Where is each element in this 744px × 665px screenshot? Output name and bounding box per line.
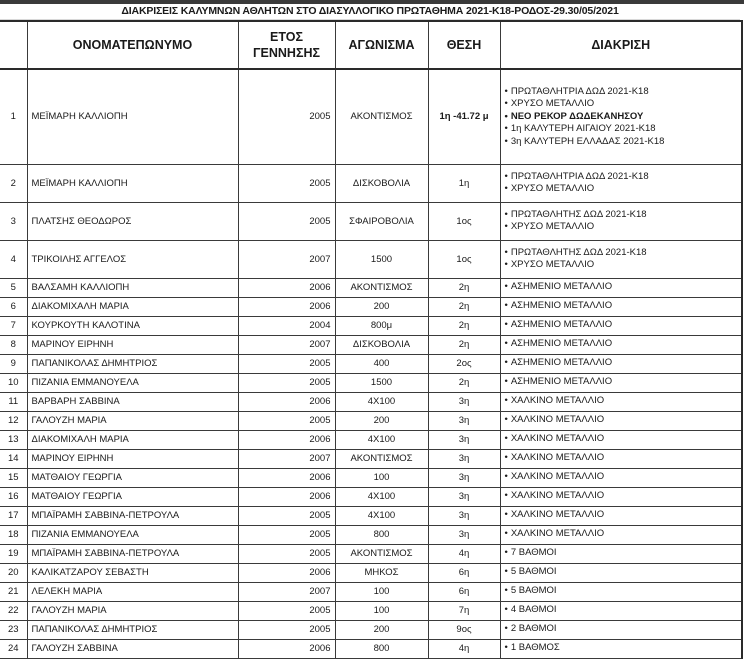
birth-year: 2005 (238, 202, 335, 240)
placement: 3η (428, 525, 500, 544)
row-index: 1 (0, 69, 27, 164)
placement: 1ος (428, 202, 500, 240)
table-row (0, 69, 742, 164)
award-text: ΧΑΛΚΙΝΟ ΜΕΤΑΛΛΙΟ (510, 490, 605, 502)
award-item (505, 319, 738, 332)
placement: 3η (428, 487, 500, 506)
birth-year: 2005 (238, 164, 335, 202)
table-row (0, 639, 742, 658)
bullet-icon: • (504, 471, 508, 483)
birth-year: 2006 (238, 468, 335, 487)
award-text: ΑΣΗΜΕΝΙΟ ΜΕΤΑΛΛΙΟ (510, 376, 613, 388)
award-text: ΠΡΩΤΑΘΛΗΤΗΣ ΔΩΔ 2021-Κ18 (510, 246, 647, 258)
birth-year: 2005 (238, 506, 335, 525)
award-item (505, 247, 738, 260)
award-text: ΠΡΩΤΑΘΛΗΤΗΣ ΔΩΔ 2021-Κ18 (510, 208, 647, 220)
document-title: ΔΙΑΚΡΙΣΕΙΣ ΚΑΛΥΜΝΩΝ ΑΘΛΗΤΩΝ ΣΤΟ ΔΙΑΣΥΛΛΟΓΙΚΟ ΠΡΩΤΑΘΗΜΑ 2021-Κ18-ΡΟΔΟΣ-29.30/05/2021 (0, 4, 740, 20)
award-cell (500, 240, 742, 278)
placement: 1ος (428, 240, 500, 278)
placement: 6η (428, 563, 500, 582)
header-event: ΑΓΩΝΙΣΜΑ (335, 21, 428, 69)
header-place: ΘΕΣΗ (428, 21, 500, 69)
birth-year: 2007 (238, 335, 335, 354)
event-name: 4Χ100 (335, 392, 428, 411)
award-text: ΠΡΩΤΑΘΛΗΤΡΙΑ ΔΩΔ 2021-Κ18 (510, 170, 649, 182)
bullet-icon: • (504, 98, 508, 109)
award-cell (500, 335, 742, 354)
header-award: ΔΙΑΚΡΙΣΗ (500, 21, 742, 69)
birth-year: 2006 (238, 278, 335, 297)
table-row (0, 449, 742, 468)
award-text: ΑΣΗΜΕΝΙΟ ΜΕΤΑΛΛΙΟ (510, 281, 613, 293)
bullet-icon: • (504, 547, 508, 559)
birth-year: 2005 (238, 411, 335, 430)
award-text: ΧΑΛΚΙΝΟ ΜΕΤΑΛΛΙΟ (510, 471, 605, 483)
birth-year: 2007 (238, 240, 335, 278)
award-cell (500, 278, 742, 297)
award-item (505, 86, 738, 99)
event-name: ΔΙΣΚΟΒΟΛΙΑ (335, 335, 428, 354)
row-index: 15 (0, 468, 27, 487)
event-name: 100 (335, 601, 428, 620)
birth-year: 2006 (238, 430, 335, 449)
birth-year: 2006 (238, 487, 335, 506)
header-birth-year-line2: ΓΕΝΝΗΣΗΣ (253, 46, 320, 60)
placement: 7η (428, 601, 500, 620)
award-text: ΑΣΗΜΕΝΙΟ ΜΕΤΑΛΛΙΟ (510, 338, 613, 350)
award-item (505, 623, 738, 636)
table-row (0, 563, 742, 582)
row-index: 12 (0, 411, 27, 430)
bullet-icon: • (504, 357, 508, 369)
award-item (505, 566, 738, 579)
award-item (505, 547, 738, 560)
placement: 6η (428, 582, 500, 601)
row-index: 17 (0, 506, 27, 525)
table-row (0, 525, 742, 544)
birth-year: 2007 (238, 449, 335, 468)
bullet-icon: • (504, 246, 508, 258)
award-cell (500, 411, 742, 430)
athlete-name: ΚΟΥΡΚΟΥΤΗ ΚΑΛΟΤΙΝΑ (27, 316, 238, 335)
placement: 2η (428, 316, 500, 335)
event-name: 4Χ100 (335, 487, 428, 506)
award-item (505, 300, 738, 313)
birth-year: 2004 (238, 316, 335, 335)
placement: 3η (428, 506, 500, 525)
bullet-icon: • (504, 585, 508, 597)
award-text: 1 ΒΑΘΜΟΣ (510, 642, 560, 654)
athlete-name: ΔΙΑΚΟΜΙΧΑΛΗ ΜΑΡΙΑ (27, 430, 238, 449)
bullet-icon: • (504, 85, 508, 97)
table-row (0, 468, 742, 487)
award-text: ΧΡΥΣΟ ΜΕΤΑΛΛΙΟ (510, 221, 595, 232)
table-row (0, 620, 742, 639)
award-item (505, 471, 738, 484)
event-name: ΑΚΟΝΤΙΣΜΟΣ (335, 69, 428, 164)
row-index: 3 (0, 202, 27, 240)
row-index: 10 (0, 373, 27, 392)
athlete-name: ΜΠΑΪΡΑΜΗ ΣΑΒΒΙΝΑ-ΠΕΤΡΟΥΛΑ (27, 506, 238, 525)
birth-year: 2007 (238, 582, 335, 601)
award-cell (500, 563, 742, 582)
athlete-name: ΠΛΑΤΣΗΣ ΘΕΟΔΩΡΟΣ (27, 202, 238, 240)
table-body (0, 69, 742, 658)
award-cell (500, 373, 742, 392)
event-name: 800 (335, 639, 428, 658)
event-name: 200 (335, 411, 428, 430)
row-index: 18 (0, 525, 27, 544)
award-item (505, 357, 738, 370)
table-row (0, 392, 742, 411)
award-text: 1η ΚΑΛΥΤΕΡΗ ΑΙΓΑΙΟΥ 2021-Κ18 (510, 123, 656, 134)
table-row (0, 373, 742, 392)
award-text: ΑΣΗΜΕΝΙΟ ΜΕΤΑΛΛΙΟ (510, 357, 613, 369)
table-row (0, 278, 742, 297)
table-row (0, 354, 742, 373)
athlete-name: ΜΕΪΜΑΡΗ ΚΑΛΛΙΟΠΗ (27, 69, 238, 164)
row-index: 21 (0, 582, 27, 601)
award-cell (500, 316, 742, 335)
award-text: 4 ΒΑΘΜΟΙ (510, 604, 557, 616)
award-item (505, 414, 738, 427)
event-name: ΣΦΑΙΡΟΒΟΛΙΑ (335, 202, 428, 240)
bullet-icon: • (504, 110, 508, 122)
birth-year: 2005 (238, 354, 335, 373)
award-item (505, 604, 738, 617)
award-item (505, 433, 738, 446)
row-index: 23 (0, 620, 27, 639)
athlete-name: ΠΑΠΑΝΙΚΟΛΑΣ ΔΗΜΗΤΡΙΟΣ (27, 354, 238, 373)
award-item (505, 98, 738, 111)
award-item (505, 171, 738, 184)
award-item (505, 642, 738, 655)
award-text: ΧΡΥΣΟ ΜΕΤΑΛΛΙΟ (510, 98, 595, 109)
birth-year: 2006 (238, 392, 335, 411)
award-item (505, 509, 738, 522)
award-text: ΧΡΥΣΟ ΜΕΤΑΛΛΙΟ (510, 259, 595, 270)
award-item (505, 281, 738, 294)
athlete-name: ΓΑΛΟΥΖΗ ΜΑΡΙΑ (27, 411, 238, 430)
athlete-name: ΤΡΙΚΟΙΛΗΣ ΑΓΓΕΛΟΣ (27, 240, 238, 278)
award-cell (500, 601, 742, 620)
table-row (0, 297, 742, 316)
athlete-name: ΒΑΡΒΑΡΗ ΣΑΒΒΙΝΑ (27, 392, 238, 411)
award-item (505, 183, 738, 196)
birth-year: 2005 (238, 69, 335, 164)
award-item (505, 376, 738, 389)
header-name: ΟΝΟΜΑΤΕΠΩΝΥΜΟ (27, 21, 238, 69)
award-cell (500, 430, 742, 449)
event-name: 100 (335, 582, 428, 601)
placement: 2ος (428, 354, 500, 373)
award-cell (500, 202, 742, 240)
birth-year: 2005 (238, 620, 335, 639)
bullet-icon: • (504, 395, 508, 407)
placement: 2η (428, 278, 500, 297)
bullet-icon: • (504, 414, 508, 426)
table-row (0, 240, 742, 278)
award-cell (500, 69, 742, 164)
award-cell (500, 468, 742, 487)
placement: 1η (428, 164, 500, 202)
award-text: ΧΑΛΚΙΝΟ ΜΕΤΑΛΛΙΟ (510, 414, 605, 426)
award-text: ΧΑΛΚΙΝΟ ΜΕΤΑΛΛΙΟ (510, 452, 605, 464)
row-index: 8 (0, 335, 27, 354)
header-index (0, 21, 27, 69)
award-item (505, 111, 738, 124)
award-item (505, 338, 738, 351)
award-item (505, 528, 738, 541)
bullet-icon: • (504, 376, 508, 388)
award-cell (500, 487, 742, 506)
award-item (505, 585, 738, 598)
bullet-icon: • (504, 183, 508, 194)
bullet-icon: • (504, 433, 508, 445)
athlete-name: ΛΕΛΕΚΗ ΜΑΡΙΑ (27, 582, 238, 601)
bullet-icon: • (504, 566, 508, 578)
placement: 3η (428, 449, 500, 468)
birth-year: 2006 (238, 563, 335, 582)
placement: 9ος (428, 620, 500, 639)
award-text: ΧΑΛΚΙΝΟ ΜΕΤΑΛΛΙΟ (510, 395, 605, 407)
event-name: ΑΚΟΝΤΙΣΜΟΣ (335, 449, 428, 468)
athlete-name: ΓΑΛΟΥΖΗ ΣΑΒΒΙΝΑ (27, 639, 238, 658)
award-cell (500, 544, 742, 563)
event-name: ΑΚΟΝΤΙΣΜΟΣ (335, 278, 428, 297)
award-text: ΧΑΛΚΙΝΟ ΜΕΤΑΛΛΙΟ (510, 433, 605, 445)
bullet-icon: • (504, 123, 508, 134)
birth-year: 2005 (238, 544, 335, 563)
row-index: 5 (0, 278, 27, 297)
award-cell (500, 297, 742, 316)
event-name: 100 (335, 468, 428, 487)
header-row (0, 21, 742, 69)
table-row (0, 506, 742, 525)
bullet-icon: • (504, 490, 508, 502)
placement: 2η (428, 373, 500, 392)
birth-year: 2005 (238, 525, 335, 544)
award-cell (500, 506, 742, 525)
bullet-icon: • (504, 208, 508, 220)
table-row (0, 411, 742, 430)
bullet-icon: • (504, 509, 508, 521)
event-name: 4Χ100 (335, 506, 428, 525)
placement: 1η -41.72 μ (428, 69, 500, 164)
table-row (0, 164, 742, 202)
award-text: 3η ΚΑΛΥΤΕΡΗ ΕΛΛΑΔΑΣ 2021-Κ18 (510, 135, 665, 147)
row-index: 11 (0, 392, 27, 411)
table-row (0, 335, 742, 354)
placement: 3η (428, 468, 500, 487)
award-text: ΑΣΗΜΕΝΙΟ ΜΕΤΑΛΛΙΟ (510, 319, 613, 331)
birth-year: 2005 (238, 601, 335, 620)
award-item (505, 395, 738, 408)
row-index: 9 (0, 354, 27, 373)
table-row (0, 601, 742, 620)
birth-year: 2005 (238, 373, 335, 392)
bullet-icon: • (504, 300, 508, 312)
bullet-icon: • (504, 623, 508, 635)
birth-year: 2006 (238, 639, 335, 658)
row-index: 20 (0, 563, 27, 582)
row-index: 19 (0, 544, 27, 563)
bullet-icon: • (504, 604, 508, 616)
bullet-icon: • (504, 259, 508, 270)
event-name: ΜΗΚΟΣ (335, 563, 428, 582)
placement: 3η (428, 411, 500, 430)
athlete-name: ΚΑΛΙΚΑΤΖΑΡΟΥ ΣΕΒΑΣΤΗ (27, 563, 238, 582)
award-text: ΧΑΛΚΙΝΟ ΜΕΤΑΛΛΙΟ (510, 528, 605, 540)
table-row (0, 582, 742, 601)
award-item (505, 221, 738, 234)
event-name: 800 (335, 525, 428, 544)
placement: 2η (428, 335, 500, 354)
award-text: 2 ΒΑΘΜΟΙ (510, 623, 557, 635)
award-text: ΑΣΗΜΕΝΙΟ ΜΕΤΑΛΛΙΟ (510, 300, 613, 312)
award-cell (500, 620, 742, 639)
event-name: 1500 (335, 373, 428, 392)
award-item (505, 123, 738, 136)
header-birth-year-line1: ΕΤΟΣ (270, 30, 303, 44)
event-name: 200 (335, 297, 428, 316)
award-text: 5 ΒΑΘΜΟΙ (510, 566, 557, 578)
event-name: 200 (335, 620, 428, 639)
award-text: ΠΡΩΤΑΘΛΗΤΡΙΑ ΔΩΔ 2021-Κ18 (510, 85, 649, 97)
placement: 3η (428, 392, 500, 411)
award-cell (500, 639, 742, 658)
award-text: ΝΕΟ ΡΕΚΟΡ ΔΩΔΕΚΑΝΗΣΟΥ (510, 110, 644, 122)
award-cell (500, 164, 742, 202)
row-index: 13 (0, 430, 27, 449)
award-text: 5 ΒΑΘΜΟΙ (510, 585, 557, 597)
table-row (0, 544, 742, 563)
placement: 3η (428, 430, 500, 449)
results-table (0, 20, 743, 659)
event-name: 1500 (335, 240, 428, 278)
row-index: 14 (0, 449, 27, 468)
bullet-icon: • (504, 528, 508, 540)
placement: 4η (428, 544, 500, 563)
award-item (505, 209, 738, 222)
athlete-name: ΠΙΖΑΝΙΑ ΕΜΜΑΝΟΥΕΛΑ (27, 373, 238, 392)
award-item (505, 259, 738, 272)
award-cell (500, 449, 742, 468)
placement: 4η (428, 639, 500, 658)
bullet-icon: • (504, 452, 508, 464)
athlete-name: ΜΑΤΘΑΙΟΥ ΓΕΩΡΓΙΑ (27, 468, 238, 487)
bullet-icon: • (504, 642, 508, 654)
athlete-name: ΜΕΪΜΑΡΗ ΚΑΛΛΙΟΠΗ (27, 164, 238, 202)
event-name: ΑΚΟΝΤΙΣΜΟΣ (335, 544, 428, 563)
athlete-name: ΜΠΑΪΡΑΜΗ ΣΑΒΒΙΝΑ-ΠΕΤΡΟΥΛΑ (27, 544, 238, 563)
award-cell (500, 582, 742, 601)
award-cell (500, 392, 742, 411)
table-row (0, 430, 742, 449)
athlete-name: ΜΑΡΙΝΟΥ ΕΙΡΗΝΗ (27, 449, 238, 468)
award-text: ΧΡΥΣΟ ΜΕΤΑΛΛΙΟ (510, 183, 595, 194)
table-row (0, 487, 742, 506)
athlete-name: ΒΑΛΣΑΜΗ ΚΑΛΛΙΟΠΗ (27, 278, 238, 297)
award-item (505, 452, 738, 465)
event-name: 400 (335, 354, 428, 373)
award-text: ΧΑΛΚΙΝΟ ΜΕΤΑΛΛΙΟ (510, 509, 605, 521)
placement: 2η (428, 297, 500, 316)
athlete-name: ΔΙΑΚΟΜΙΧΑΛΗ ΜΑΡΙΑ (27, 297, 238, 316)
bullet-icon: • (504, 221, 508, 232)
row-index: 22 (0, 601, 27, 620)
bullet-icon: • (504, 319, 508, 331)
award-cell (500, 354, 742, 373)
event-name: 4Χ100 (335, 430, 428, 449)
row-index: 16 (0, 487, 27, 506)
table-row (0, 316, 742, 335)
athlete-name: ΓΑΛΟΥΖΗ ΜΑΡΙΑ (27, 601, 238, 620)
bullet-icon: • (504, 135, 508, 147)
bullet-icon: • (504, 281, 508, 293)
table-row (0, 202, 742, 240)
event-name: 800μ (335, 316, 428, 335)
birth-year: 2006 (238, 297, 335, 316)
award-item (505, 136, 738, 149)
athlete-name: ΠΙΖΑΝΙΑ ΕΜΜΑΝΟΥΕΛΑ (27, 525, 238, 544)
athlete-name: ΠΑΠΑΝΙΚΟΛΑΣ ΔΗΜΗΤΡΙΟΣ (27, 620, 238, 639)
award-item (505, 490, 738, 503)
bullet-icon: • (504, 338, 508, 350)
award-text: 7 ΒΑΘΜΟΙ (510, 547, 557, 559)
row-index: 4 (0, 240, 27, 278)
header-birth-year (238, 21, 335, 69)
row-index: 2 (0, 164, 27, 202)
athlete-name: ΜΑΡΙΝΟΥ ΕΙΡΗΝΗ (27, 335, 238, 354)
row-index: 7 (0, 316, 27, 335)
award-cell (500, 525, 742, 544)
athlete-name: ΜΑΤΘΑΙΟΥ ΓΕΩΡΓΙΑ (27, 487, 238, 506)
row-index: 24 (0, 639, 27, 658)
event-name: ΔΙΣΚΟΒΟΛΙΑ (335, 164, 428, 202)
row-index: 6 (0, 297, 27, 316)
bullet-icon: • (504, 170, 508, 182)
